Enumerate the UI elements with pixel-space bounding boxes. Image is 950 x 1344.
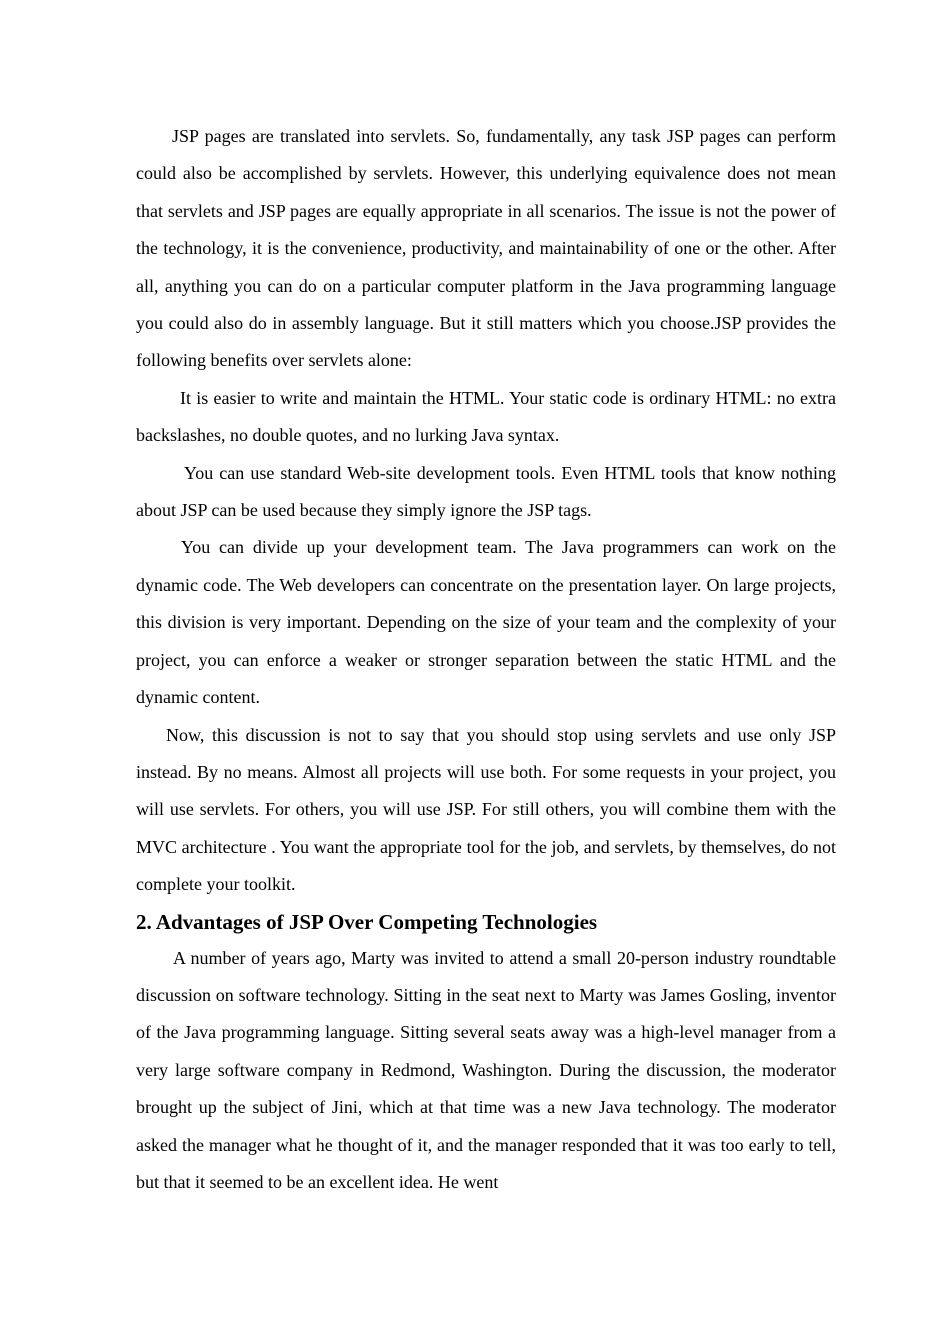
paragraph-benefit-html: It is easier to write and maintain the HTML. Your static code is ordinary HTML: no extra backslashes, no double quotes, and no lurking Java syntax. xyxy=(136,387,836,446)
section-heading: 2. Advantages of JSP Over Competing Technologies xyxy=(136,909,598,934)
document-page xyxy=(136,118,836,1201)
paragraph-marty-anecdote: A number of years ago, Marty was invited to attend a small 20-person industry roundtable discussion on software technology. Sitting in the seat next to Marty was James Gosling, inventor of the Java programming language. Sitting several seats away was a high-level manager from a very large software company in Redmond, Washington. During the discussion, the moderator brought up the subject of Jini, which at that time was a new Java technology. The moderator asked the manager what he thought of it, and the manager responded that it was too early to tell, but that it seemed to be an excellent idea. He went xyxy=(136,947,836,1192)
paragraph-use-both: Now, this discussion is not to say that you should stop using servlets and use only JSP instead. By no means. Almost all projects will use both. For some requests in your project, you will use servlets. For others, you will use JSP. For still others, you will combine them with the MVC architecture . You want the appropriate tool for the job, and servlets, by themselves, do not complete your toolkit. xyxy=(136,724,836,895)
paragraph-jsp-translation: JSP pages are translated into servlets. So, fundamentally, any task JSP pages can perform could also be accomplished by servlets. However, this underlying equivalence does not mean that servlets and JSP pages are equally appropriate in all scenarios. The issue is not the power of the technology, it is the convenience, productivity, and maintainability of one or the other. After all, anything you can do on a particular computer platform in the Java programming language you could also do in assembly language. But it still matters which you choose.JSP provides the following benefits over servlets alone: xyxy=(136,126,836,371)
paragraph-benefit-team: You can divide up your development team. The Java programmers can work on the dynamic code. The Web developers can concentrate on the presentation layer. On large projects, this division is very important. Depending on the size of your team and the complexity of your project, you can enforce a weaker or stronger separation between the static HTML and the dynamic content. xyxy=(136,537,836,708)
paragraph-benefit-tools: You can use standard Web-site development tools. Even HTML tools that know nothing about JSP can be used because they simply ignore the JSP tags. xyxy=(136,462,836,521)
